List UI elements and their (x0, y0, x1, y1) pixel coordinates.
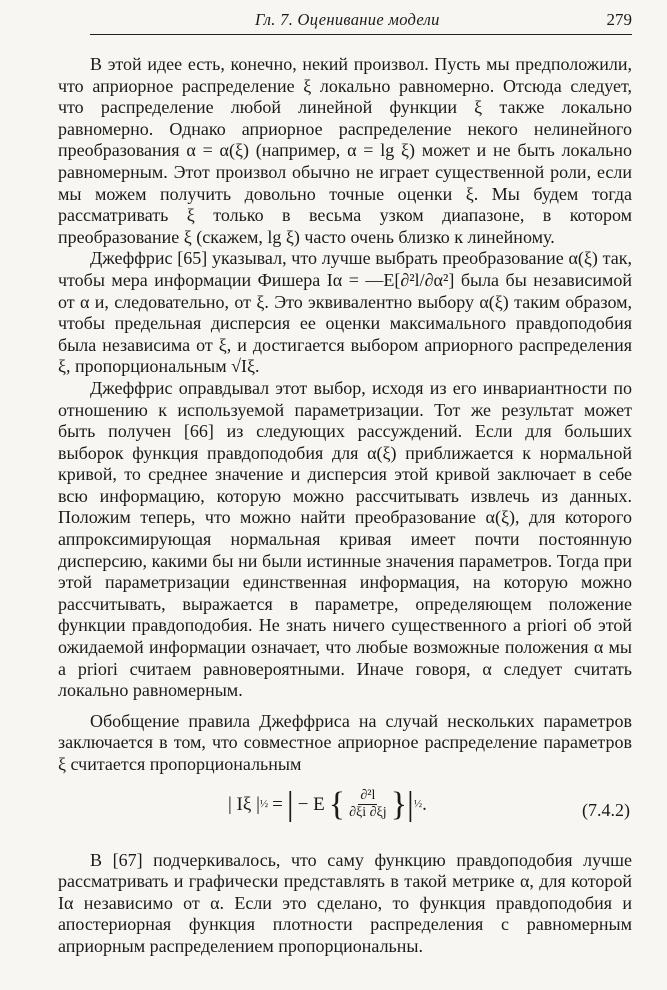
equation-7-4-2 (58, 780, 632, 844)
equation-lhs-exponent: ½ (259, 797, 269, 810)
paragraph-3: Джеффрис оправдывал этот выбор, исходя из его инвариантности по отношению к используемой параметризации. Тот же результат может быть получен [66] из следующих рассуждений. Если для больших выборок функция правдоподобия для α(ξ) приближается к нормальной кривой, то среднее значение и дисперсия этой кривой заключает в себе всю информацию, которую можно рассчитывать извлечь из данных. Положим теперь, что можно найти преобразование α(ξ), для которого аппроксимирующая нормальная кривая имеет почти постоянную дисперсию, какими бы ни были истинные значения параметров. Тогда при этой параметризации единственная информация, на которую можно рассчитывать, выражается в параметре, определяющем положение функции правдоподобия. Не знать ничего существенного a priori об этой ожидаемой информации означает, что любые возможные положения α мы a priori считаем равновероятными. Иначе говоря, α следует считать локально равномерным. (58, 377, 632, 701)
brace-right: } (390, 785, 408, 823)
equation-denominator: ∂ξi ∂ξj (349, 805, 387, 821)
paragraph-1: В этой идее есть, конечно, некий произвол. Пусть мы предположили, что априорное распределение ξ локально равномерно. Отсюда следует, что распределение любой линейной функции ξ также локально равномерно. Однако априорное распределение некого нелинейного преобразования α = α(ξ) (например, α = lg ξ) может и не быть локально равномерным. Этот произвол обычно не играет существенной роли, если мы можем получить довольно точные оценки ξ. Мы будем тогда рассматривать ξ только в весьма узком диапазоне, в котором преобразование ξ (скажем, lg ξ) часто очень близко к линейному. (58, 54, 632, 247)
brace-left: { (328, 785, 346, 823)
equation-lhs: | Iξ | (228, 793, 260, 815)
equation-trailer: . (422, 793, 427, 815)
running-title: Гл. 7. Оценивание модели (255, 10, 440, 29)
body-text (58, 54, 632, 958)
abs-bar-left: | (286, 785, 294, 823)
equation-body (228, 785, 427, 823)
page-header (90, 8, 632, 35)
equation-fraction (349, 788, 387, 821)
equation-minus-expectation: − E (297, 793, 325, 815)
abs-bar-right: | (407, 785, 414, 823)
equation-equals: = (272, 793, 283, 815)
equation-rhs-exponent: ½ (413, 797, 423, 810)
equation-number: (7.4.2) (582, 799, 630, 820)
paragraph-5: В [67] подчеркивалось, что саму функцию правдоподобия лучше рассматривать и графически представлять в такой метрике α, для которой Iα независимо от α. Если это сделано, то функция правдоподобия и апостериорная функция плотности распределения с равномерным априорным распределением пропорциональны. (58, 849, 632, 956)
paragraph-2: Джеффрис [65] указывал, что лучше выбрать преобразование α(ξ) так, чтобы мера информации Фишера Iα = —E[∂²l/∂α²] была бы независимой от α и, следовательно, от ξ. Это эквивалентно выбору α(ξ) таким образом, чтобы предельная дисперсия ее оценки максимального правдоподобия была независима от ξ, и достигается выбором априорного распределения ξ, пропорциональным √Iξ. (58, 248, 632, 377)
paragraph-4: Обобщение правила Джеффриса на случай нескольких параметров заключается в том, что совместное априорное распределение параметров ξ считается пропорциональным (58, 710, 632, 774)
page-number: 279 (606, 10, 632, 29)
equation-numerator: ∂²l (360, 788, 376, 804)
